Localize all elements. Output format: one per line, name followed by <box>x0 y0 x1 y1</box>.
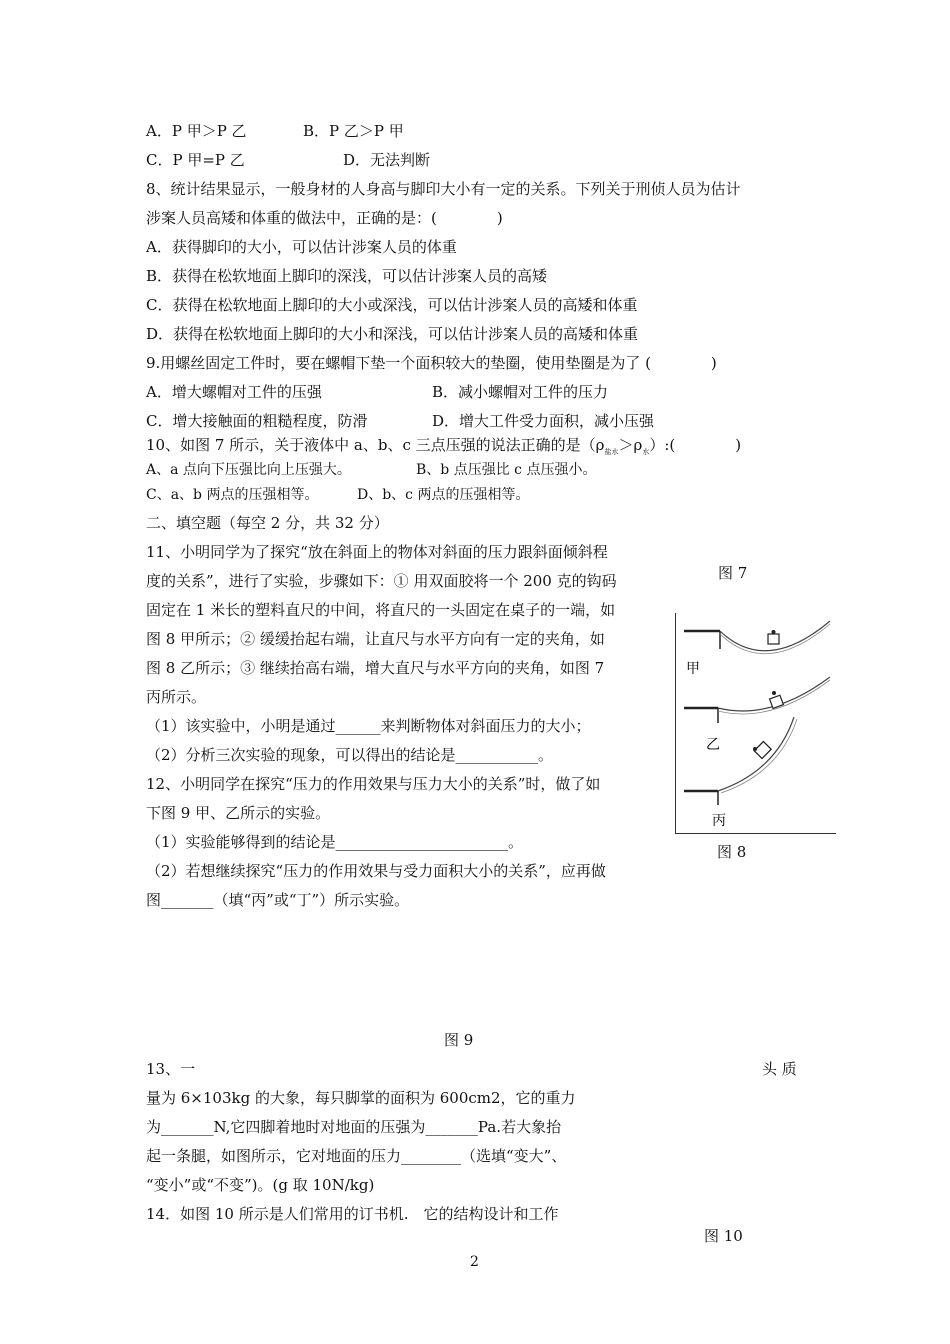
q13-line3: 为_______N,它四脚着地时对地面的压强为_______Pa.若大象抬 <box>146 1118 562 1136</box>
q14-line1: 14．如图 10 所示是人们常用的订书机. 它的结构设计和工作 <box>146 1205 559 1223</box>
figure-7-caption: 图 7 <box>718 564 748 582</box>
q11-line3: 固定在 1 米长的塑料直尺的中间，将直尺的一头固定在桌子的一端，如 <box>146 601 616 619</box>
q10-subscript-water: 水 <box>642 448 650 456</box>
q8-stem-line2: 涉案人员高矮和体重的做法中，正确的是：( ) <box>146 209 503 227</box>
q10-stem <box>146 435 741 462</box>
q10-subscript-brine: 盐水 <box>604 448 619 456</box>
q8-option-d: D．获得在松软地面上脚印的大小和深浅，可以估计涉案人员的高矮和体重 <box>146 325 639 343</box>
q9-option-b: B．减小螺帽对工件的压力 <box>432 383 609 401</box>
q10-stem-part-a: 10、如图 7 所示，关于液体中 a、b、c 三点压强的说法正确的是（ρ <box>146 436 605 454</box>
q7-option-d: D．无法判断 <box>343 151 431 169</box>
q10-option-c: C、a、b 两点的压强相等。 <box>146 487 319 503</box>
figure-8-svg <box>676 613 836 833</box>
q8-option-a: A．获得脚印的大小，可以估计涉案人员的体重 <box>146 238 457 256</box>
q13-line5: “变小”或“不变”)。(g 取 10N/kg) <box>146 1176 375 1194</box>
section-heading-fill-in: 二、填空题（每空 2 分，共 32 分） <box>146 514 389 532</box>
q11-line2: 度的关系”，进行了实验，步骤如下：① 用双面胶将一个 200 克的钩码 <box>146 572 617 590</box>
q9-option-c: C．增大接触面的粗糙程度，防滑 <box>146 412 368 430</box>
fig8-label-bing: 丙 <box>712 813 726 829</box>
q11-part1: （1）该实验中，小明是通过______来判断物体对斜面压力的大小； <box>146 717 591 735</box>
q7-option-c: C．P 甲=P 乙 <box>146 151 245 169</box>
q13-line1-start: 13、一 <box>146 1060 196 1078</box>
q8-stem-line1: 8、统计结果显示，一般身材的人身高与脚印大小有一定的关系。下列关于刑侦人员为估计 <box>146 180 741 198</box>
fig8-setup-yi <box>684 677 830 723</box>
page-number: 2 <box>470 1254 479 1270</box>
q10-option-b: B、b 点压强比 c 点压强小。 <box>416 462 597 478</box>
q12-line1: 12、小明同学在探究“压力的作用效果与压力大小的关系”时，做了如 <box>146 775 601 793</box>
figure-8-diagram <box>675 613 836 834</box>
figure-10-caption: 图 10 <box>704 1227 743 1245</box>
q13-line2: 量为 6×103kg 的大象，每只脚掌的面积为 600cm2，它的重力 <box>146 1089 576 1107</box>
fig8-setup-jia <box>684 621 830 654</box>
q13-line4: 起一条腿，如图所示，它对地面的压力________（选填“变大”、 <box>146 1147 567 1165</box>
q12-part3: 图_______（填“丙”或“丁”）所示实验。 <box>146 891 410 909</box>
fig8-setup-bing <box>684 717 797 805</box>
q9-option-a: A．增大螺帽对工件的压强 <box>146 383 322 401</box>
q9-stem: 9.用螺丝固定工件时，要在螺帽下垫一个面积较大的垫圈，使用垫圈是为了 ( ) <box>146 354 717 372</box>
q11-line1: 11、小明同学为了探究“放在斜面上的物体对斜面的压力跟斜面倾斜程 <box>146 543 608 561</box>
q7-option-b: B．P 乙＞P 甲 <box>303 122 404 140</box>
q9-option-d: D．增大工件受力面积，减小压强 <box>432 412 655 430</box>
q7-option-a: A．P 甲＞P 乙 <box>146 122 247 140</box>
q10-stem-mid: ＞ρ <box>618 436 643 454</box>
q11-line5: 图 8 乙所示；③ 继续抬高右端，增大直尺与水平方向的夹角，如图 7 <box>146 659 605 677</box>
q11-part2: （2）分析三次实验的现象，可以得出的结论是___________。 <box>146 746 554 764</box>
figure-9-caption: 图 9 <box>444 1031 474 1049</box>
q10-option-a: A、a 点向下压强比向上压强大。 <box>146 462 351 478</box>
q11-line4: 图 8 甲所示；② 缓缓抬起右端，让直尺与水平方向有一定的夹角，如 <box>146 630 605 648</box>
q12-part1: （1）实验能够得到的结论是_______________________。 <box>146 833 524 851</box>
fig8-label-yi: 乙 <box>706 737 720 753</box>
q12-line2: 下图 9 甲、乙所示的实验。 <box>146 804 331 822</box>
q10-stem-part-b: ）:( ) <box>649 436 742 454</box>
q11-line6: 丙所示。 <box>146 688 207 706</box>
fig8-label-jia: 甲 <box>686 661 700 677</box>
q12-part2: （2）若想继续探究“压力的作用效果与受力面积大小的关系”，应再做 <box>146 862 606 880</box>
q8-option-b: B．获得在松软地面上脚印的深浅，可以估计涉案人员的高矮 <box>146 267 548 285</box>
q13-line1-end: 头 质 <box>762 1060 797 1078</box>
q10-option-d: D、b、c 两点的压强相等。 <box>357 487 530 503</box>
figure-8-caption: 图 8 <box>717 843 747 861</box>
q8-option-c: C．获得在松软地面上脚印的大小或深浅，可以估计涉案人员的高矮和体重 <box>146 296 638 314</box>
